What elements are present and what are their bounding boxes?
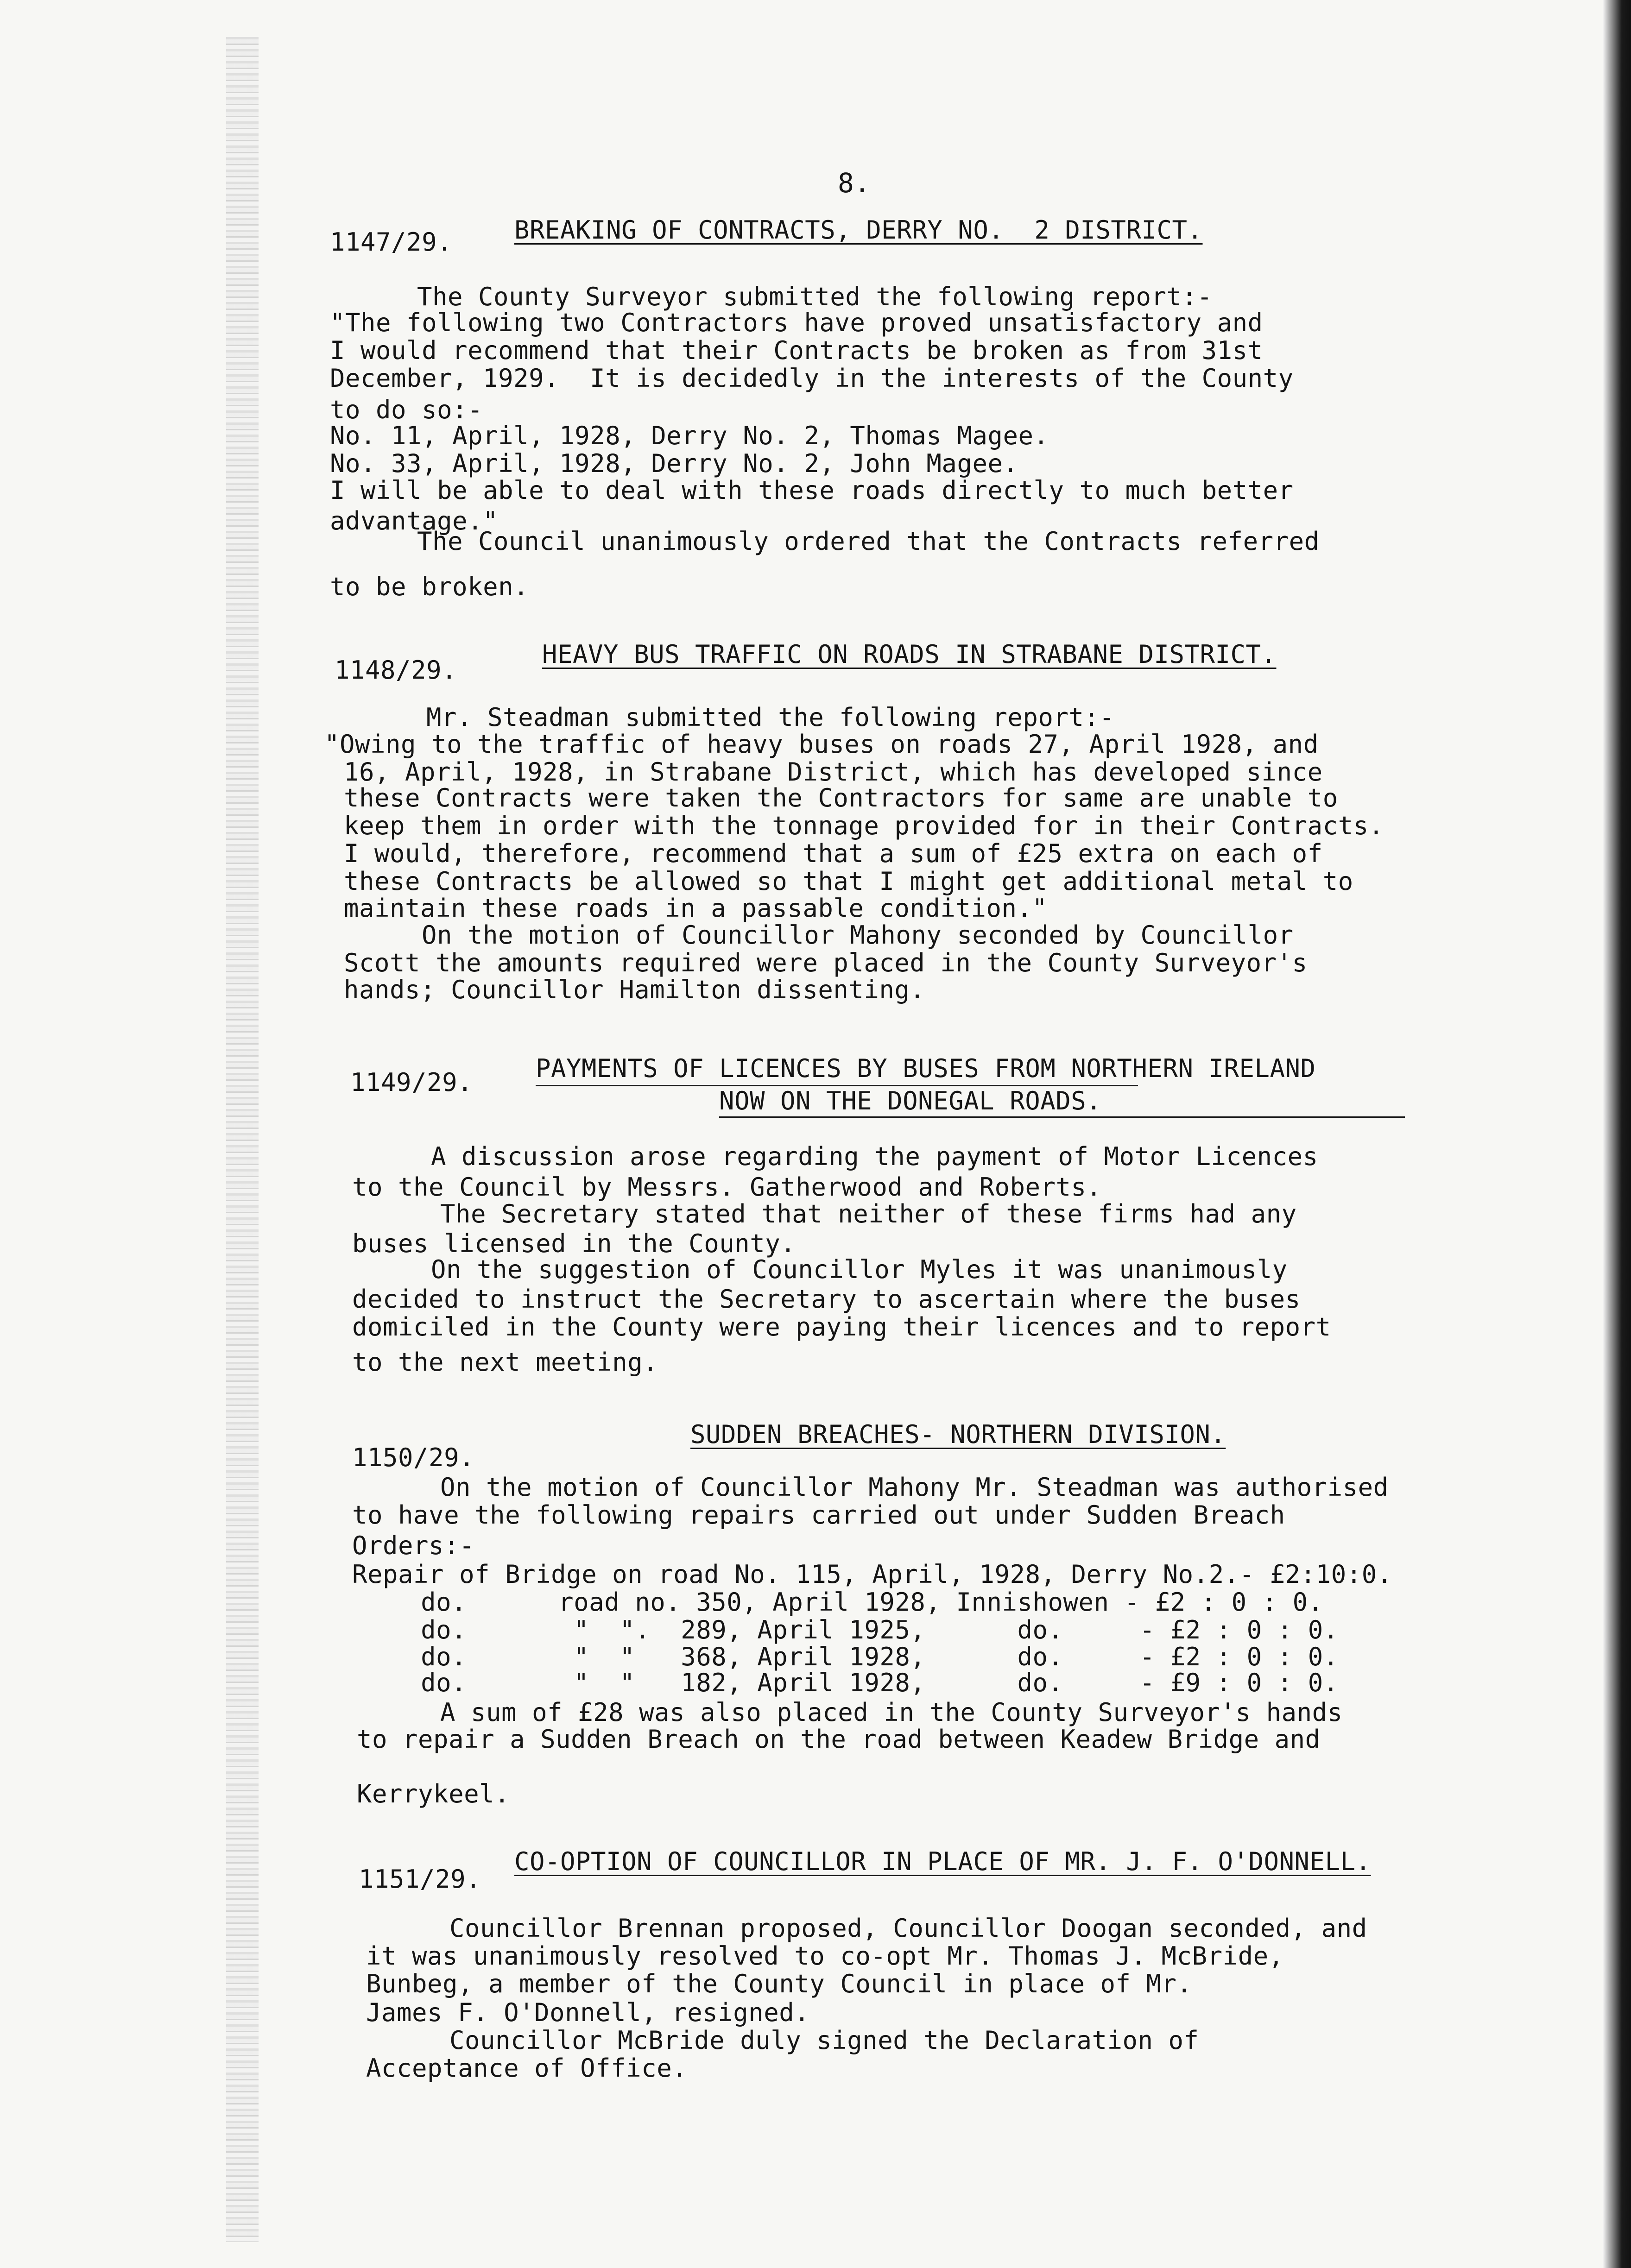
paragraph-line: maintain these roads in a passable condition." <box>344 894 1048 923</box>
repair-row: do. " " 368, April 1928, do. - £2 : 0 : 0. <box>329 1642 1339 1671</box>
section-number: 1151/29. <box>359 1865 481 1894</box>
paragraph-line: I would, therefore, recommend that a sum of £25 extra on each of <box>344 839 1323 868</box>
paragraph-line: to repair a Sudden Breach on the road between Keadew Bridge and <box>357 1725 1321 1754</box>
paragraph-line: Kerrykeel. <box>357 1779 510 1808</box>
heading-underline <box>719 1116 1405 1118</box>
paragraph-line: The Council unanimously ordered that the Contracts referred <box>417 527 1320 556</box>
paragraph-line: Mr. Steadman submitted the following report:- <box>426 703 1115 732</box>
paragraph-line: to do so:- <box>330 395 483 424</box>
section-heading-line-2: NOW ON THE DONEGAL ROADS. <box>719 1086 1102 1115</box>
paragraph-line: it was unanimously resolved to co-opt Mr. Thomas J. McBride, <box>366 1941 1284 1971</box>
paragraph-line: decided to instruct the Secretary to ascertain where the buses <box>352 1285 1301 1314</box>
paragraph-line: The County Surveyor submitted the following report:- <box>417 282 1213 311</box>
paragraph-line: Orders:- <box>352 1531 475 1560</box>
paragraph-line: to be broken. <box>330 572 529 601</box>
repair-row: Repair of Bridge on road No. 115, April, 1928, Derry No.2.- £2:10:0. <box>352 1560 1392 1589</box>
paragraph-line: 16, April, 1928, in Strabane District, which has developed since <box>344 757 1323 787</box>
repair-row: do. road no. 350, April 1928, Innishowen - £2 : 0 : 0. <box>329 1588 1323 1617</box>
paragraph-line: hands; Councillor Hamilton dissenting. <box>344 975 925 1004</box>
paragraph-line: James F. O'Donnell, resigned. <box>366 1998 810 2027</box>
paragraph-line: Bunbeg, a member of the County Council in place of Mr. <box>366 1969 1192 1998</box>
section-number: 1149/29. <box>350 1068 473 1097</box>
paragraph-line: Scott the amounts required were placed in the County Surveyor's <box>344 948 1308 977</box>
paragraph-line: On the motion of Councillor Mahony seconded by Councillor <box>422 920 1294 950</box>
paragraph-line: December, 1929. It is decidedly in the interests of the County <box>330 364 1294 393</box>
section-heading-line-1: PAYMENTS OF LICENCES BY BUSES FROM NORTHERN IRELAND <box>536 1054 1316 1083</box>
repair-row: do. " ". 289, April 1925, do. - £2 : 0 : 0. <box>329 1615 1339 1644</box>
paragraph-line: to have the following repairs carried out under Sudden Breach <box>352 1500 1285 1530</box>
paragraph-line: I will be able to deal with these roads directly to much better <box>330 476 1294 505</box>
paragraph-line: "Owing to the traffic of heavy buses on roads 27, April 1928, and <box>324 730 1319 759</box>
section-number: 1147/29. <box>330 227 453 257</box>
paragraph-line: No. 11, April, 1928, Derry No. 2, Thomas Magee. <box>330 421 1049 450</box>
paragraph-line: On the suggestion of Councillor Myles it was unanimously <box>431 1255 1288 1284</box>
binding-margin <box>226 37 259 2242</box>
paragraph-line: Councillor McBride duly signed the Declaration of <box>449 2026 1199 2055</box>
section-heading: BREAKING OF CONTRACTS, DERRY NO. 2 DISTRICT. <box>514 215 1203 245</box>
section-heading: SUDDEN BREACHES- NORTHERN DIVISION. <box>690 1420 1226 1449</box>
paragraph-line: I would recommend that their Contracts be broken as from 31st <box>330 336 1263 365</box>
paragraph-line: Acceptance of Office. <box>366 2054 688 2083</box>
paragraph-line: to the next meeting. <box>352 1348 658 1377</box>
section-number: 1150/29. <box>352 1443 475 1472</box>
section-number: 1148/29. <box>335 655 457 685</box>
paragraph-line: these Contracts be allowed so that I might get additional metal to <box>344 867 1353 896</box>
paragraph-line: keep them in order with the tonnage provided for in their Contracts. <box>344 811 1384 840</box>
paragraph-line: these Contracts were taken the Contractors for same are unable to <box>344 783 1338 813</box>
paragraph-line: Councillor Brennan proposed, Councillor Doogan seconded, and <box>449 1914 1367 1943</box>
paragraph-line: A sum of £28 was also placed in the County Surveyor's hands <box>440 1698 1343 1727</box>
paragraph-line: On the motion of Councillor Mahony Mr. Steadman was authorised <box>440 1473 1389 1502</box>
paragraph-line: buses licensed in the County. <box>352 1229 796 1258</box>
heading-underline <box>536 1085 1138 1086</box>
paragraph-line: advantage." <box>330 506 499 536</box>
paragraph-line: The Secretary stated that neither of these firms had any <box>440 1199 1297 1228</box>
paragraph-line: No. 33, April, 1928, Derry No. 2, John Magee. <box>330 449 1018 478</box>
repair-row: do. " " 182, April 1928, do. - £9 : 0 : 0. <box>329 1668 1339 1697</box>
paragraph-line: A discussion arose regarding the payment of Motor Licences <box>431 1142 1318 1171</box>
page-edge-shadow <box>1603 0 1631 2268</box>
section-heading: CO-OPTION OF COUNCILLOR IN PLACE OF MR. J. F. O'DONNELL. <box>514 1847 1371 1876</box>
section-heading: HEAVY BUS TRAFFIC ON ROADS IN STRABANE DISTRICT. <box>542 640 1277 669</box>
paragraph-line: to the Council by Messrs. Gatherwood and Roberts. <box>352 1172 1102 1202</box>
paragraph-line: "The following two Contractors have proved unsatisfactory and <box>330 308 1263 337</box>
paragraph-line: domiciled in the County were paying their licences and to report <box>352 1312 1331 1342</box>
page-number: 8. <box>838 167 871 199</box>
